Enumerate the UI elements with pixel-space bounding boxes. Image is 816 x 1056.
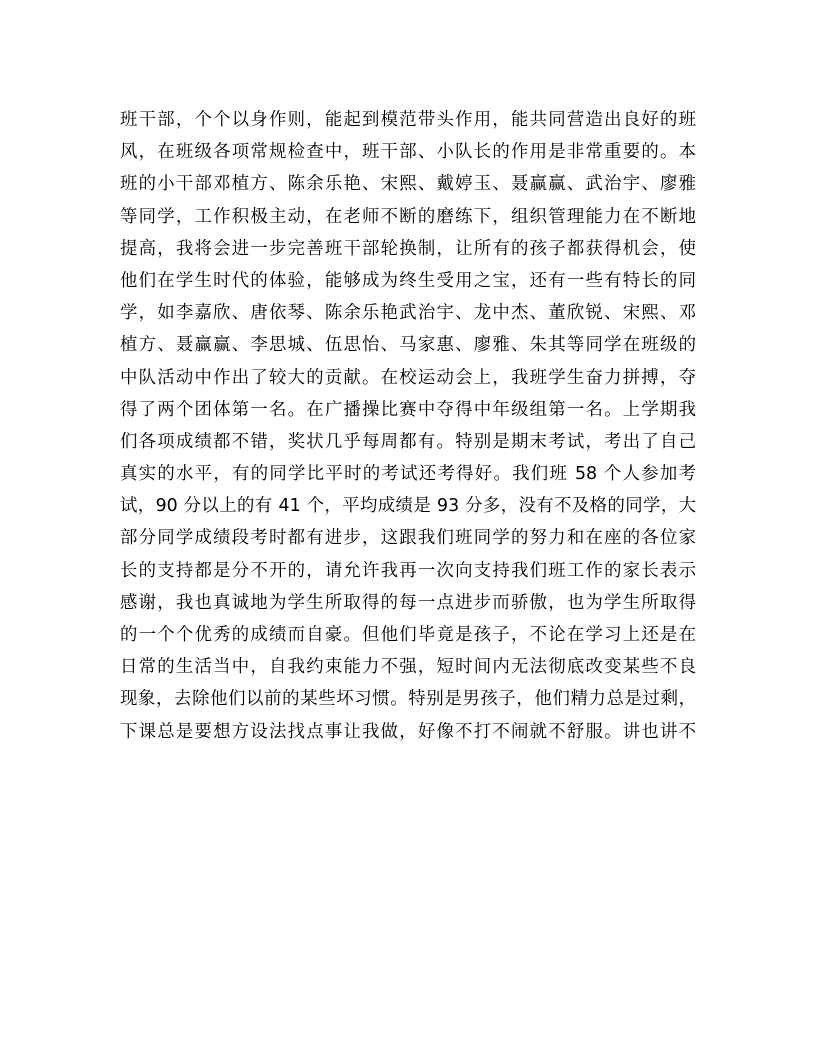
text-line-15: 长的支持都是分不开的，请允许我再一次向支持我们班工作的家长表示 xyxy=(120,560,696,581)
text-line-19: 现象，去除他们以前的某些坏习惯。特别是男孩子，他们精力总是过剩， xyxy=(120,689,696,710)
text-line-7: 学，如李嘉欣、唐依琴、陈余乐艳武治宇、龙中杰、董欣锐、宋熙、邓 xyxy=(120,303,696,324)
text-line-1: 班干部，个个以身作则，能起到模范带头作用，能共同营造出良好的班 xyxy=(120,110,696,130)
text-line-20: 下课总是要想方设法找点事让我做，好像不打不闹就不舒服。讲也讲不 xyxy=(120,721,696,742)
text-line-4: 等同学，工作积极主动，在老师不断的磨练下，组织管理能力在不断地 xyxy=(120,206,696,227)
text-line-18: 日常的生活当中，自我约束能力不强，短时间内无法彻底改变某些不良 xyxy=(120,657,696,678)
text-line-5: 提高，我将会进一步完善班干部轮换制，让所有的孩子都获得机会，使 xyxy=(120,238,696,259)
text-line-13: 试，90 分以上的有 41 个，平均成绩是 93 分多，没有不及格的同学，大 xyxy=(120,496,696,517)
text-line-16: 感谢，我也真诚地为学生所取得的每一点进步而骄傲，也为学生所取得 xyxy=(120,592,696,613)
body-paragraph xyxy=(120,104,696,748)
text-line-3: 班的小干部邓植方、陈余乐艳、宋熙、戴婷玉、聂赢赢、武治宇、廖雅 xyxy=(120,174,696,195)
text-line-6: 他们在学生时代的体验，能够成为终生受用之宝，还有一些有特长的同 xyxy=(120,270,696,291)
text-line-9: 中队活动中作出了较大的贡献。在校运动会上，我班学生奋力拼搏，夺 xyxy=(120,367,696,388)
text-line-12: 真实的水平，有的同学比平时的考试还考得好。我们班 58 个人参加考 xyxy=(120,464,696,485)
text-line-11: 们各项成绩都不错，奖状几乎每周都有。特别是期末考试，考出了自己 xyxy=(120,431,696,452)
text-line-2: 风，在班级各项常规检查中，班干部、小队长的作用是非常重要的。本 xyxy=(120,142,696,163)
text-line-17: 的一个个优秀的成绩而自豪。但他们毕竟是孩子，不论在学习上还是在 xyxy=(120,625,696,645)
text-line-10: 得了两个团体第一名。在广播操比赛中夺得中年级组第一名。上学期我 xyxy=(120,399,696,420)
text-line-14: 部分同学成绩段考时都有进步，这跟我们班同学的努力和在座的各位家 xyxy=(120,528,696,549)
text-line-8: 植方、聂赢赢、李思城、伍思怡、马家惠、廖雅、朱其等同学在班级的 xyxy=(120,335,696,356)
